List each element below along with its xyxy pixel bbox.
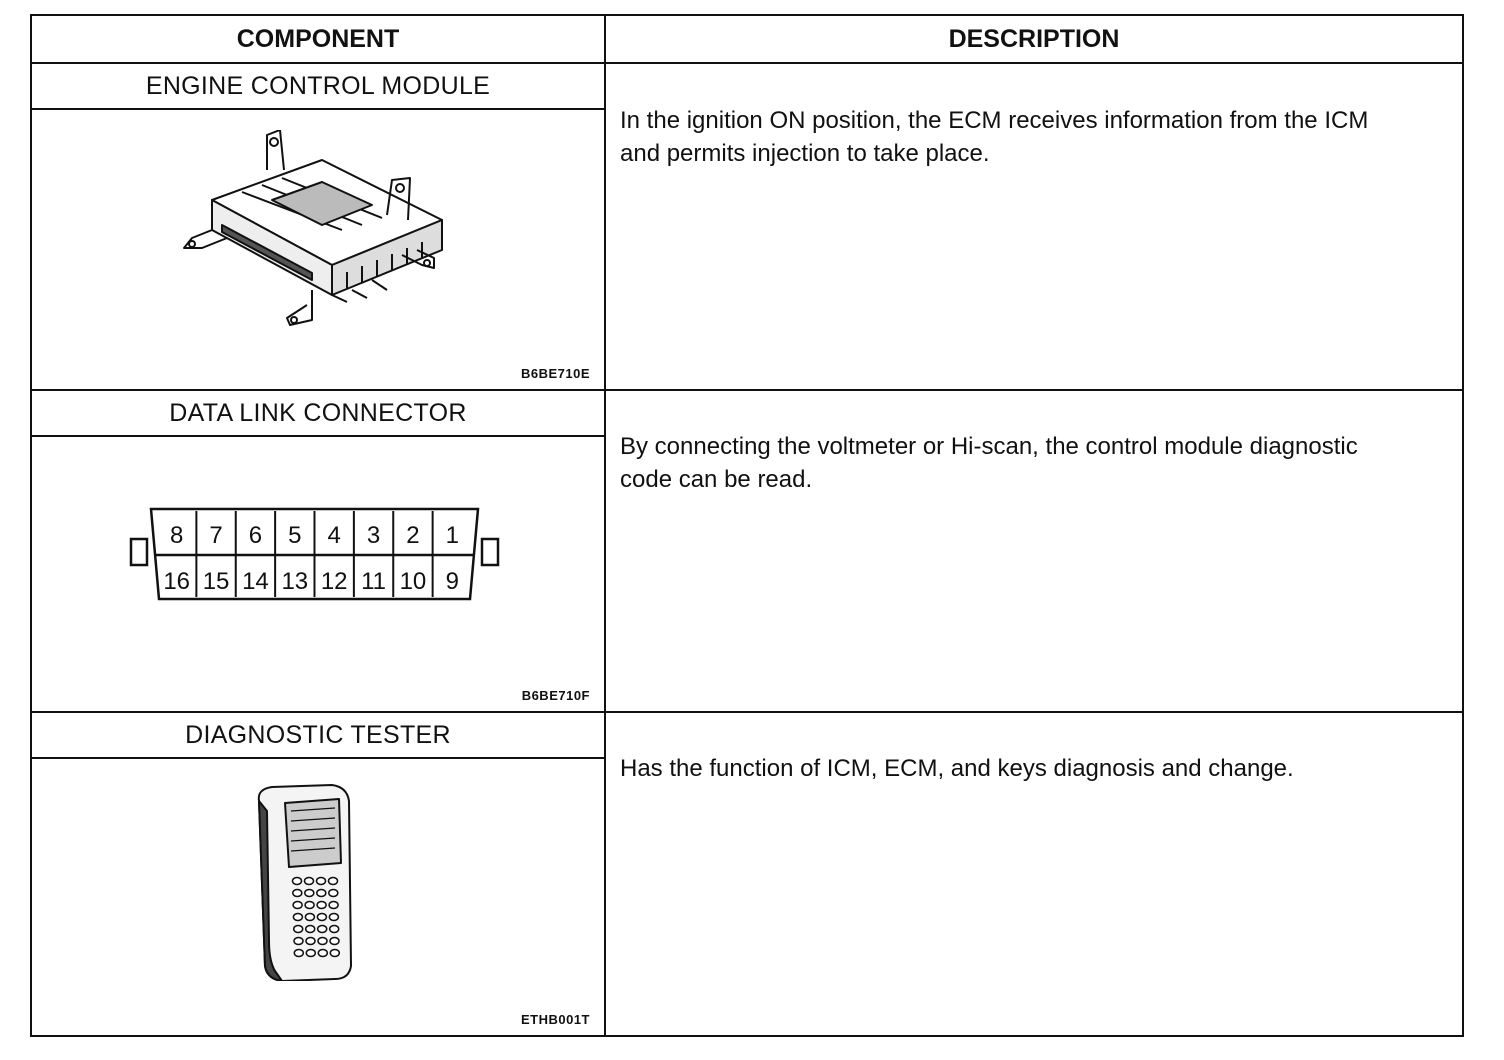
pin-label-top: 4: [327, 522, 341, 549]
tester-key: [329, 902, 338, 909]
tester-key: [317, 914, 326, 921]
component-description: In the ignition ON position, the ECM receives information from the ICM and permits injection to take place.: [605, 63, 1463, 390]
ecm-illustration: [172, 130, 472, 340]
tester-key: [306, 926, 315, 933]
tester-key: [329, 914, 338, 921]
component-table: [30, 14, 1464, 1037]
tester-key: [294, 926, 303, 933]
tester-key: [305, 890, 314, 897]
pin-label-bottom: 11: [361, 568, 387, 595]
pin-label-top: 6: [248, 522, 263, 549]
tester-key: [318, 938, 327, 945]
component-image-cell: [31, 758, 605, 1036]
tester-key: [293, 890, 302, 897]
tester-key: [317, 890, 326, 897]
header-row: [31, 15, 1463, 63]
pin-label-top: 1: [445, 522, 459, 549]
tester-key: [317, 878, 326, 885]
tester-key: [330, 950, 339, 957]
pin-label-bottom: 15: [202, 568, 230, 595]
component-name: DIAGNOSTIC TESTER: [31, 712, 605, 758]
tester-key: [305, 902, 314, 909]
diagnostic-tester-illustration: [247, 781, 377, 981]
component-name: ENGINE CONTROL MODULE: [31, 63, 605, 109]
tester-key: [317, 902, 326, 909]
tester-key: [330, 926, 339, 933]
pin-label-top: 5: [288, 522, 302, 549]
pin-label-top: 3: [366, 522, 381, 549]
tester-key: [293, 902, 302, 909]
table-row: [31, 712, 1463, 758]
pin-label-top: 7: [209, 522, 223, 549]
pin-label-top: 8: [170, 522, 184, 549]
pin-label-bottom: 9: [445, 568, 459, 595]
table-row: [31, 63, 1463, 109]
tester-key: [305, 878, 314, 885]
data-link-connector-diagram: [127, 505, 502, 605]
tester-key: [330, 938, 339, 945]
table-row: [31, 390, 1463, 436]
component-column-header: COMPONENT: [31, 15, 605, 63]
component-image-cell: [31, 436, 605, 712]
component-table-sheet: [30, 14, 1462, 1036]
description-column-header: DESCRIPTION: [605, 15, 1463, 63]
tester-key: [294, 950, 303, 957]
tester-key: [306, 950, 315, 957]
tester-key: [329, 890, 338, 897]
pin-label-bottom: 13: [281, 568, 309, 595]
component-name: DATA LINK CONNECTOR: [31, 390, 605, 436]
pin-label-bottom: 14: [242, 568, 269, 595]
pin-label-top: 2: [406, 522, 420, 549]
figure-code: B6BE710F: [521, 688, 590, 703]
pin-label-bottom: 12: [320, 568, 348, 595]
component-image-cell: [31, 109, 605, 390]
tester-key: [318, 950, 327, 957]
component-description: By connecting the voltmeter or Hi-scan, the control module diagnostic code can be read.: [605, 390, 1463, 712]
tester-key: [329, 878, 338, 885]
tester-key: [318, 926, 327, 933]
tester-key: [305, 914, 314, 921]
pin-label-bottom: 10: [399, 568, 427, 595]
component-description: Has the function of ICM, ECM, and keys diagnosis and change.: [605, 712, 1463, 1036]
tester-key: [294, 938, 303, 945]
figure-code: B6BE710E: [520, 366, 590, 381]
figure-code: ETHB001T: [520, 1012, 590, 1027]
tester-key: [293, 878, 302, 885]
tester-key: [293, 914, 302, 921]
pin-label-bottom: 16: [163, 568, 191, 595]
tester-key: [306, 938, 315, 945]
